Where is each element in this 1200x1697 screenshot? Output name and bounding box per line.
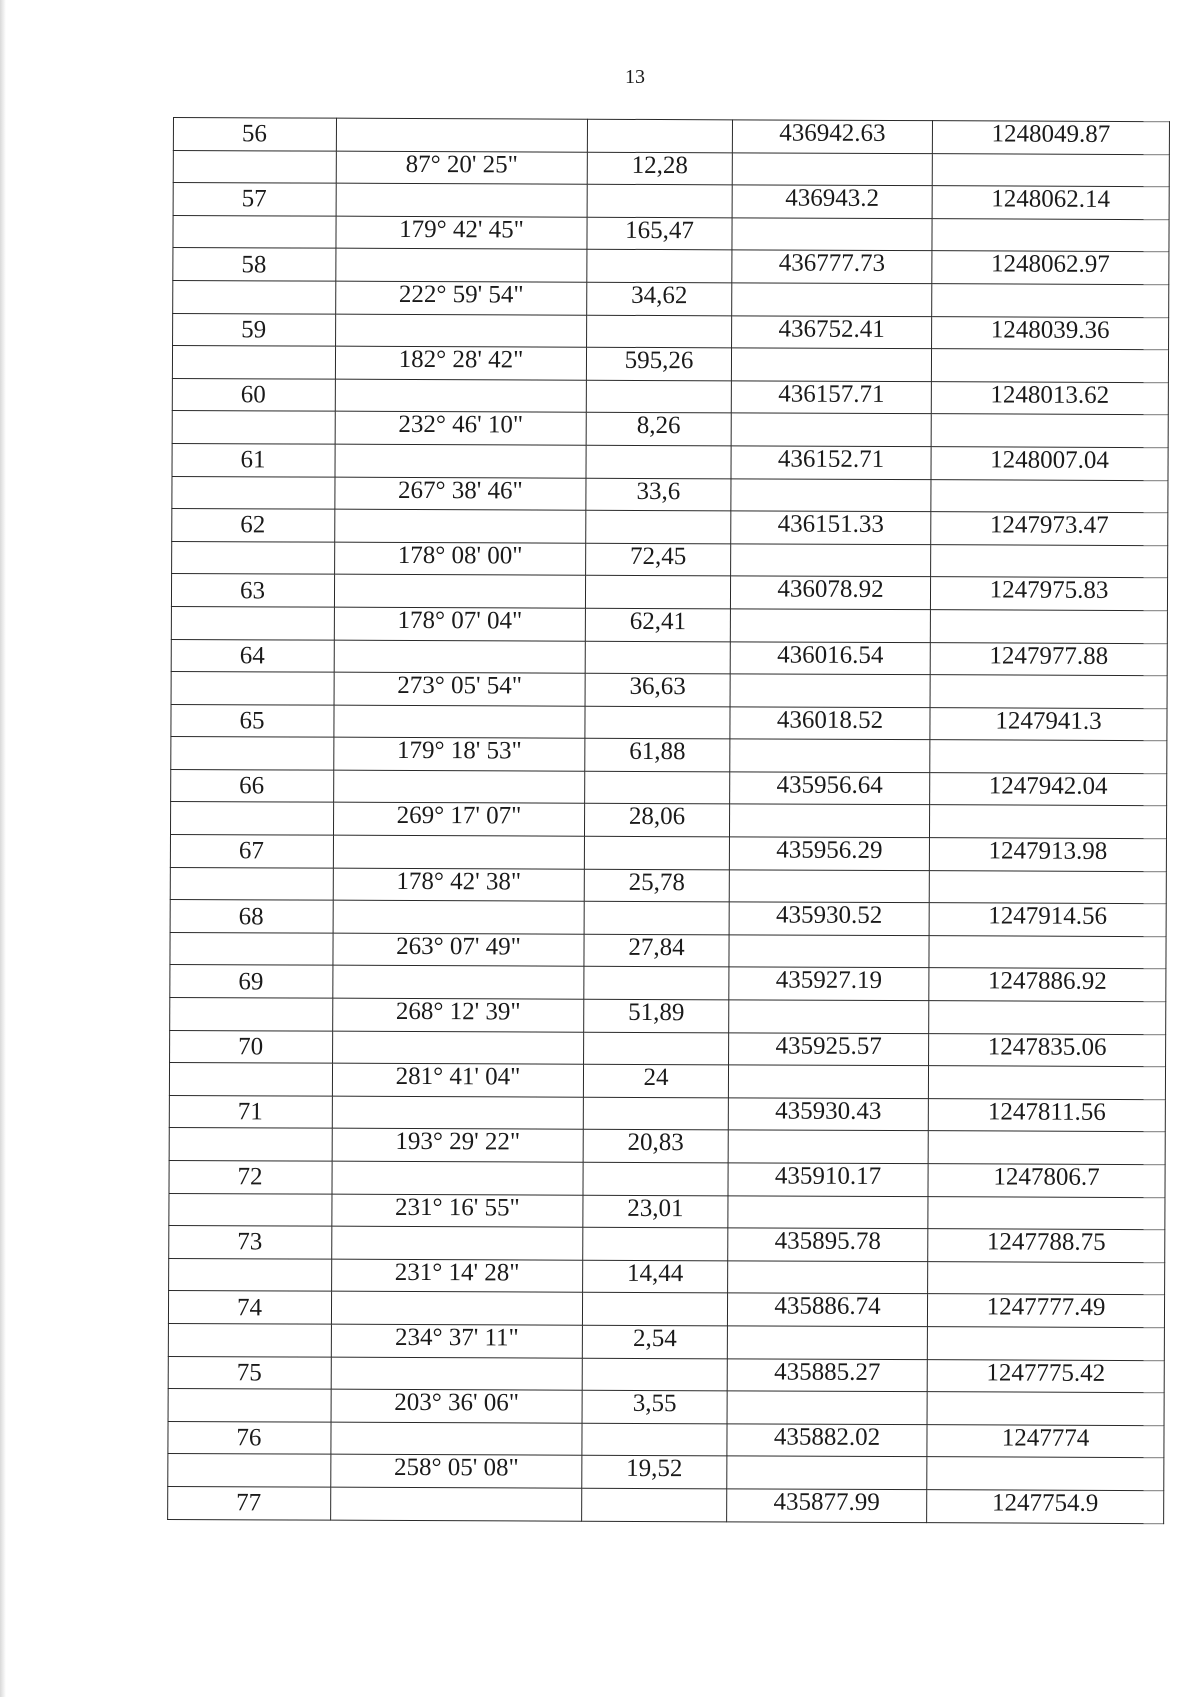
empty-point-cell	[169, 1063, 332, 1096]
point-number-cell: 57	[173, 183, 336, 216]
y-coordinate-cell: 1247942.04	[930, 773, 1167, 807]
empty-y-cell	[927, 1457, 1164, 1491]
direction-angle-cell: 232° 46' 10"	[335, 412, 586, 446]
table-row-side	[169, 1193, 1165, 1230]
empty-x-cell	[728, 1130, 928, 1163]
table-row-point	[172, 378, 1168, 415]
empty-angle-cell	[334, 574, 585, 608]
empty-angle-cell	[331, 1422, 582, 1456]
table-row-point	[170, 965, 1166, 1002]
point-number-cell: 74	[168, 1291, 331, 1324]
direction-angle-cell: 273° 05' 54"	[334, 672, 585, 706]
table-row-point	[171, 639, 1167, 676]
x-coordinate-cell: 435927.19	[729, 967, 929, 1000]
y-coordinate-cell: 1247941.3	[930, 707, 1167, 741]
table-row-point	[168, 1356, 1164, 1393]
y-coordinate-cell: 1247788.75	[928, 1229, 1165, 1263]
table-row-side	[173, 150, 1169, 187]
empty-angle-cell	[332, 1161, 583, 1195]
x-coordinate-cell: 436942.63	[732, 120, 932, 153]
table-row-point	[173, 248, 1169, 285]
table-row-point	[170, 835, 1166, 872]
table-row-point	[173, 118, 1169, 155]
empty-x-cell	[729, 935, 929, 968]
distance-cell: 24	[583, 1064, 728, 1097]
x-coordinate-cell: 435910.17	[728, 1163, 928, 1196]
empty-point-cell	[169, 1128, 332, 1161]
coordinates-table	[167, 117, 1170, 1524]
empty-distance-cell	[587, 250, 732, 283]
table-row-point	[172, 509, 1168, 546]
table-row-point	[171, 574, 1167, 611]
empty-angle-cell	[334, 770, 585, 804]
table-row-point	[168, 1486, 1164, 1523]
empty-point-cell	[172, 476, 335, 509]
empty-angle-cell	[335, 444, 586, 478]
y-coordinate-cell: 1247754.9	[927, 1490, 1164, 1524]
y-coordinate-cell: 1247975.83	[930, 577, 1167, 611]
empty-y-cell	[928, 1196, 1165, 1230]
direction-angle-cell: 231° 14' 28"	[332, 1259, 583, 1293]
empty-x-cell	[727, 1326, 927, 1359]
y-coordinate-cell: 1247777.49	[927, 1294, 1164, 1328]
empty-y-cell	[931, 349, 1168, 383]
distance-cell: 51,89	[584, 999, 729, 1032]
direction-angle-cell: 178° 08' 00"	[335, 542, 586, 576]
coordinates-table-container	[167, 117, 1169, 1524]
x-coordinate-cell: 435930.52	[729, 902, 929, 935]
empty-distance-cell	[582, 1358, 727, 1391]
direction-angle-cell: 182° 28' 42"	[335, 346, 586, 380]
empty-distance-cell	[585, 771, 730, 804]
table-row-point	[169, 1095, 1165, 1132]
table-row-side	[170, 802, 1166, 839]
table-row-point	[169, 1226, 1165, 1263]
page-number: 13	[625, 66, 645, 88]
direction-angle-cell: 178° 42' 38"	[333, 868, 584, 902]
empty-x-cell	[731, 478, 931, 511]
table-row-side	[169, 1063, 1165, 1100]
empty-angle-cell	[336, 249, 587, 283]
table-row-side	[168, 1389, 1164, 1426]
empty-y-cell	[927, 1392, 1164, 1426]
x-coordinate-cell: 435882.02	[727, 1424, 927, 1457]
empty-angle-cell	[331, 1357, 582, 1391]
table-row-side	[171, 672, 1167, 709]
empty-x-cell	[728, 1261, 928, 1294]
direction-angle-cell: 267° 38' 46"	[335, 477, 586, 511]
point-number-cell: 75	[168, 1356, 331, 1389]
empty-y-cell	[929, 870, 1166, 904]
y-coordinate-cell: 1248062.97	[932, 251, 1169, 285]
y-coordinate-cell: 1248062.14	[932, 186, 1169, 220]
table-row-point	[171, 704, 1167, 741]
point-number-cell: 65	[171, 704, 334, 737]
table-row-point	[170, 1030, 1166, 1067]
empty-point-cell	[172, 411, 335, 444]
empty-x-cell	[731, 348, 931, 381]
point-number-cell: 59	[173, 313, 336, 346]
empty-y-cell	[931, 479, 1168, 513]
empty-x-cell	[731, 413, 931, 446]
empty-y-cell	[930, 675, 1167, 709]
table-row-side	[173, 215, 1169, 252]
point-number-cell: 67	[170, 835, 333, 868]
empty-distance-cell	[586, 445, 731, 478]
empty-x-cell	[729, 869, 929, 902]
table-row-point	[168, 1421, 1164, 1458]
empty-angle-cell	[333, 835, 584, 869]
empty-distance-cell	[583, 1227, 728, 1260]
x-coordinate-cell: 435877.99	[727, 1489, 927, 1522]
distance-cell: 27,84	[584, 934, 729, 967]
empty-angle-cell	[335, 379, 586, 413]
y-coordinate-cell: 1248007.04	[931, 447, 1168, 481]
empty-angle-cell	[333, 900, 584, 934]
empty-point-cell	[170, 932, 333, 965]
point-number-cell: 76	[168, 1421, 331, 1454]
empty-x-cell	[730, 674, 930, 707]
direction-angle-cell: 193° 29' 22"	[332, 1129, 583, 1163]
point-number-cell: 71	[169, 1095, 332, 1128]
empty-point-cell	[171, 606, 334, 639]
empty-point-cell	[173, 215, 336, 248]
empty-distance-cell	[584, 967, 729, 1000]
direction-angle-cell: 222° 59' 54"	[336, 281, 587, 315]
table-row-side	[172, 476, 1168, 513]
x-coordinate-cell: 436078.92	[730, 576, 930, 609]
direction-angle-cell: 281° 41' 04"	[332, 1063, 583, 1097]
empty-angle-cell	[331, 1487, 582, 1521]
distance-cell: 20,83	[583, 1130, 728, 1163]
table-row-side	[168, 1454, 1164, 1491]
empty-y-cell	[930, 740, 1167, 774]
direction-angle-cell: 231° 16' 55"	[332, 1194, 583, 1228]
distance-cell: 19,52	[582, 1456, 727, 1489]
empty-distance-cell	[586, 510, 731, 543]
coordinates-table-body	[168, 118, 1170, 1524]
distance-cell: 25,78	[584, 869, 729, 902]
empty-point-cell	[168, 1323, 331, 1356]
empty-distance-cell	[586, 380, 731, 413]
empty-y-cell	[928, 1131, 1165, 1165]
distance-cell: 3,55	[582, 1390, 727, 1423]
table-row-side	[173, 280, 1169, 317]
distance-cell: 165,47	[587, 217, 732, 250]
empty-point-cell	[173, 280, 336, 313]
empty-distance-cell	[585, 706, 730, 739]
empty-x-cell	[730, 739, 930, 772]
empty-point-cell	[171, 672, 334, 705]
table-row-side	[170, 998, 1166, 1035]
x-coordinate-cell: 436157.71	[731, 381, 931, 414]
distance-cell: 2,54	[582, 1325, 727, 1358]
empty-x-cell	[732, 283, 932, 316]
direction-angle-cell: 258° 05' 08"	[331, 1455, 582, 1489]
x-coordinate-cell: 435956.29	[729, 837, 929, 870]
table-row-side	[172, 346, 1168, 383]
empty-point-cell	[169, 1193, 332, 1226]
empty-angle-cell	[334, 705, 585, 739]
x-coordinate-cell: 436018.52	[730, 707, 930, 740]
empty-y-cell	[932, 284, 1169, 318]
distance-cell: 8,26	[586, 413, 731, 446]
empty-angle-cell	[331, 1292, 582, 1326]
table-row-point	[173, 313, 1169, 350]
point-number-cell: 77	[168, 1486, 331, 1519]
x-coordinate-cell: 436151.33	[731, 511, 931, 544]
distance-cell: 12,28	[587, 152, 732, 185]
y-coordinate-cell: 1248049.87	[932, 121, 1169, 155]
empty-x-cell	[731, 544, 931, 577]
empty-y-cell	[927, 1327, 1164, 1361]
empty-distance-cell	[585, 576, 730, 609]
empty-point-cell	[169, 1258, 332, 1291]
distance-cell: 61,88	[585, 739, 730, 772]
empty-point-cell	[170, 998, 333, 1031]
point-number-cell: 63	[171, 574, 334, 607]
x-coordinate-cell: 436752.41	[732, 315, 932, 348]
empty-distance-cell	[582, 1423, 727, 1456]
distance-cell: 14,44	[583, 1260, 728, 1293]
empty-distance-cell	[583, 1097, 728, 1130]
y-coordinate-cell: 1248039.36	[932, 316, 1169, 350]
empty-x-cell	[729, 1000, 929, 1033]
direction-angle-cell: 263° 07' 49"	[333, 933, 584, 967]
x-coordinate-cell: 436152.71	[731, 446, 931, 479]
y-coordinate-cell: 1247835.06	[929, 1033, 1166, 1067]
point-number-cell: 70	[170, 1030, 333, 1063]
table-row-point	[168, 1291, 1164, 1328]
empty-distance-cell	[585, 641, 730, 674]
empty-angle-cell	[333, 966, 584, 1000]
x-coordinate-cell: 435885.27	[727, 1358, 927, 1391]
distance-cell: 34,62	[587, 282, 732, 315]
table-row-side	[170, 932, 1166, 969]
direction-angle-cell: 87° 20' 25"	[336, 151, 587, 185]
empty-x-cell	[729, 804, 929, 837]
empty-y-cell	[932, 153, 1169, 187]
empty-distance-cell	[584, 836, 729, 869]
distance-cell: 36,63	[585, 673, 730, 706]
empty-y-cell	[931, 414, 1168, 448]
empty-distance-cell	[587, 315, 732, 348]
empty-x-cell	[732, 218, 932, 251]
empty-point-cell	[172, 346, 335, 379]
y-coordinate-cell: 1247774	[927, 1424, 1164, 1458]
empty-x-cell	[727, 1456, 927, 1489]
distance-cell: 33,6	[586, 478, 731, 511]
empty-point-cell	[173, 150, 336, 183]
table-row-point	[171, 769, 1167, 806]
empty-angle-cell	[336, 183, 587, 217]
x-coordinate-cell: 436943.2	[732, 185, 932, 218]
empty-point-cell	[172, 541, 335, 574]
empty-angle-cell	[336, 118, 587, 152]
empty-y-cell	[931, 544, 1168, 578]
table-row-side	[172, 541, 1168, 578]
empty-y-cell	[929, 805, 1166, 839]
empty-angle-cell	[334, 640, 585, 674]
scan-edge-shadow	[0, 0, 6, 1697]
direction-angle-cell: 269° 17' 07"	[333, 803, 584, 837]
empty-x-cell	[728, 1195, 928, 1228]
point-number-cell: 69	[170, 965, 333, 998]
x-coordinate-cell: 436016.54	[730, 641, 930, 674]
table-row-side	[172, 411, 1168, 448]
empty-angle-cell	[332, 1226, 583, 1260]
empty-x-cell	[728, 1065, 928, 1098]
empty-point-cell	[168, 1454, 331, 1487]
direction-angle-cell: 203° 36' 06"	[331, 1389, 582, 1423]
y-coordinate-cell: 1247811.56	[928, 1098, 1165, 1132]
empty-distance-cell	[587, 184, 732, 217]
y-coordinate-cell: 1247913.98	[929, 838, 1166, 872]
x-coordinate-cell: 435956.64	[730, 772, 930, 805]
empty-angle-cell	[332, 1096, 583, 1130]
y-coordinate-cell: 1248013.62	[931, 381, 1168, 415]
y-coordinate-cell: 1247977.88	[930, 642, 1167, 676]
point-number-cell: 64	[171, 639, 334, 672]
point-number-cell: 72	[169, 1160, 332, 1193]
empty-point-cell	[171, 737, 334, 770]
empty-angle-cell	[335, 509, 586, 543]
distance-cell: 28,06	[584, 804, 729, 837]
point-number-cell: 73	[169, 1226, 332, 1259]
table-row-side	[168, 1323, 1164, 1360]
table-row-point	[172, 443, 1168, 480]
empty-distance-cell	[584, 901, 729, 934]
point-number-cell: 60	[172, 378, 335, 411]
empty-distance-cell	[583, 1162, 728, 1195]
table-row-side	[169, 1258, 1165, 1295]
distance-cell: 62,41	[585, 608, 730, 641]
distance-cell: 23,01	[583, 1195, 728, 1228]
direction-angle-cell: 234° 37' 11"	[331, 1324, 582, 1358]
table-row-point	[170, 900, 1166, 937]
point-number-cell: 68	[170, 900, 333, 933]
point-number-cell: 62	[172, 509, 335, 542]
empty-distance-cell	[584, 1032, 729, 1065]
empty-x-cell	[727, 1391, 927, 1424]
distance-cell: 595,26	[586, 347, 731, 380]
empty-point-cell	[168, 1389, 331, 1422]
empty-x-cell	[732, 152, 932, 185]
direction-angle-cell: 268° 12' 39"	[333, 998, 584, 1032]
empty-angle-cell	[333, 1031, 584, 1065]
point-number-cell: 66	[171, 769, 334, 802]
direction-angle-cell: 178° 07' 04"	[334, 607, 585, 641]
x-coordinate-cell: 435925.57	[729, 1032, 929, 1065]
empty-y-cell	[930, 610, 1167, 644]
empty-angle-cell	[336, 314, 587, 348]
direction-angle-cell: 179° 42' 45"	[336, 216, 587, 250]
x-coordinate-cell: 436777.73	[732, 250, 932, 283]
point-number-cell: 58	[173, 248, 336, 281]
empty-y-cell	[928, 1261, 1165, 1295]
empty-distance-cell	[582, 1488, 727, 1521]
y-coordinate-cell: 1247973.47	[931, 512, 1168, 546]
empty-y-cell	[929, 936, 1166, 970]
empty-distance-cell	[587, 119, 732, 152]
direction-angle-cell: 179° 18' 53"	[334, 737, 585, 771]
table-row-point	[169, 1160, 1165, 1197]
table-row-side	[170, 867, 1166, 904]
empty-point-cell	[170, 867, 333, 900]
empty-distance-cell	[582, 1293, 727, 1326]
y-coordinate-cell: 1247886.92	[929, 968, 1166, 1002]
distance-cell: 72,45	[586, 543, 731, 576]
x-coordinate-cell: 435895.78	[728, 1228, 928, 1261]
table-row-side	[171, 606, 1167, 643]
empty-y-cell	[928, 1066, 1165, 1100]
empty-x-cell	[730, 609, 930, 642]
table-row-side	[171, 737, 1167, 774]
empty-y-cell	[929, 1001, 1166, 1035]
empty-y-cell	[932, 218, 1169, 252]
y-coordinate-cell: 1247806.7	[928, 1164, 1165, 1198]
x-coordinate-cell: 435886.74	[727, 1293, 927, 1326]
table-row-side	[169, 1128, 1165, 1165]
y-coordinate-cell: 1247914.56	[929, 903, 1166, 937]
point-number-cell: 61	[172, 443, 335, 476]
x-coordinate-cell: 435930.43	[728, 1098, 928, 1131]
table-row-point	[173, 183, 1169, 220]
empty-point-cell	[170, 802, 333, 835]
point-number-cell: 56	[173, 118, 336, 151]
y-coordinate-cell: 1247775.42	[927, 1359, 1164, 1393]
